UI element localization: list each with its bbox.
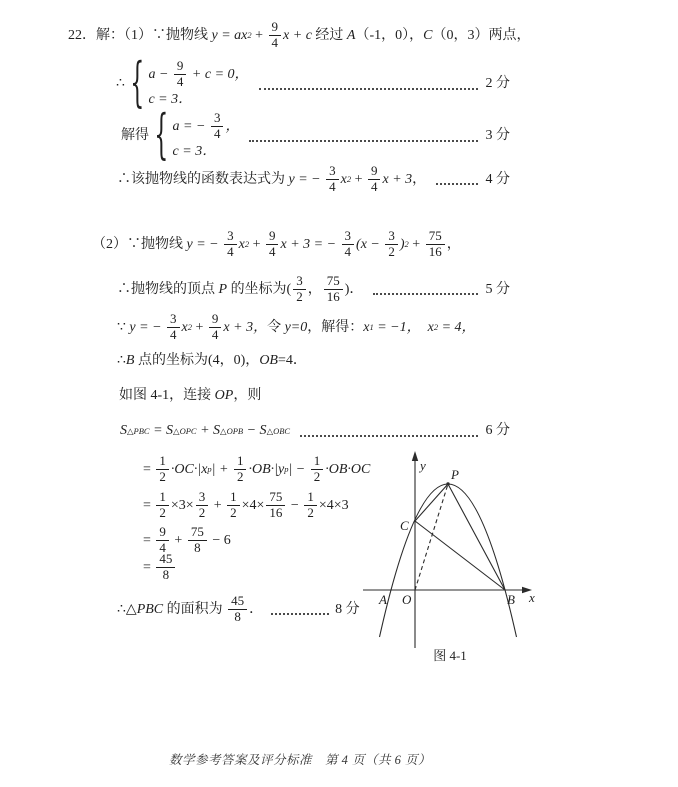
variable-x: x bbox=[181, 319, 188, 335]
numerator: 75 bbox=[324, 274, 343, 290]
text: ∴该抛物线的函数表达式为 bbox=[117, 171, 289, 187]
dotted-leader bbox=[271, 613, 329, 615]
numerator: 1 bbox=[304, 490, 317, 506]
score-2: 2 分 bbox=[485, 75, 510, 91]
line-vertex-form: （2）∵抛物线 y = − $\frac{3}{4}$ x 2 + $\frac{9}{4}$ x + 3 = − $\frac{3}{4}$ (x − $\frac{3}{2}$ ) 2 + $\frac{75}{16}$ ， bbox=[92, 228, 461, 259]
equation-text: ·OB·OC bbox=[325, 461, 371, 477]
point-b: B bbox=[125, 353, 135, 368]
part-2-label: （2）∵抛物线 bbox=[92, 236, 187, 252]
numerator: 9 bbox=[209, 312, 222, 328]
fraction-75-8 bbox=[188, 525, 207, 556]
line-area-sum: S △PBC = S △OPC + S △OPB − S △OBC 6 分 bbox=[120, 423, 510, 438]
operator: + bbox=[251, 27, 267, 43]
text: =4． bbox=[277, 353, 307, 368]
label-x-axis: x bbox=[529, 590, 535, 605]
operator: + bbox=[210, 497, 226, 513]
denominator: 4 bbox=[329, 178, 336, 194]
denominator: 2 bbox=[313, 468, 321, 484]
point-p-dot bbox=[446, 482, 449, 485]
point-c: C bbox=[423, 27, 433, 43]
equation-text: = −1， bbox=[373, 319, 428, 335]
equation-text: y = − bbox=[186, 236, 223, 252]
equation-text: y = ax bbox=[211, 27, 248, 43]
fraction-3-4 bbox=[224, 229, 237, 260]
denominator: 4 bbox=[344, 243, 352, 259]
denominator: 4 bbox=[176, 73, 184, 89]
therefore-triangle: ∴△ bbox=[117, 601, 137, 617]
denominator: 4 bbox=[211, 326, 219, 342]
denominator: 2 bbox=[296, 288, 303, 304]
segment-ob: OB bbox=[259, 353, 278, 368]
denominator: 2 bbox=[230, 504, 237, 520]
equation-text: (x − bbox=[356, 236, 384, 252]
denominator: 2 bbox=[159, 504, 166, 520]
numerator: 3 bbox=[385, 229, 398, 245]
text: （-1，0）， bbox=[355, 27, 424, 43]
numerator: 3 bbox=[196, 490, 209, 506]
operator: + bbox=[192, 319, 207, 335]
numerator: 9 bbox=[269, 20, 282, 36]
equation-text: y = − bbox=[129, 319, 166, 335]
left-brace: { bbox=[130, 52, 145, 115]
therefore-symbol: ∴ bbox=[117, 353, 126, 368]
segment-cp bbox=[415, 484, 448, 521]
line-point-b bbox=[117, 352, 307, 370]
punctuation: )． bbox=[344, 281, 364, 297]
dotted-leader bbox=[436, 183, 477, 185]
punctuation: ， bbox=[446, 236, 461, 252]
denominator: 2 bbox=[388, 243, 395, 259]
numerator: 1 bbox=[227, 490, 240, 506]
text: 的坐标为( bbox=[227, 281, 292, 297]
equation-text: ·OC·|x bbox=[170, 461, 208, 477]
fraction-3-4 bbox=[211, 111, 224, 142]
equation-text: x + c bbox=[283, 27, 316, 43]
fraction-3-2 bbox=[293, 274, 306, 305]
fraction-9-4 bbox=[368, 164, 381, 195]
y-axis-arrow bbox=[412, 451, 418, 461]
denominator: 2 bbox=[198, 504, 206, 520]
score-4: 4 分 bbox=[485, 171, 510, 187]
equation-text: a − bbox=[148, 66, 172, 82]
equation-text: x + 3 bbox=[382, 171, 413, 187]
equation-text: ) bbox=[399, 236, 405, 252]
fraction-1-2 bbox=[304, 490, 317, 521]
solve-label: 解得 bbox=[121, 127, 149, 143]
label-point-a: A bbox=[379, 592, 387, 607]
triangle-pbc: PBC bbox=[136, 601, 164, 617]
fraction-3-2 bbox=[385, 229, 398, 260]
equation-text: = 4， bbox=[438, 319, 476, 335]
text: 如图 4-1，连接 bbox=[119, 388, 215, 403]
variable-x: x bbox=[340, 171, 347, 187]
numerator: 45 bbox=[156, 552, 175, 568]
numerator: 75 bbox=[266, 490, 285, 506]
denominator: 4 bbox=[268, 243, 276, 259]
denominator: 8 bbox=[234, 608, 241, 624]
fraction-45-8 bbox=[228, 594, 247, 625]
denominator: 8 bbox=[162, 566, 170, 582]
fraction-3-4 bbox=[167, 312, 180, 343]
equals: = bbox=[143, 559, 155, 575]
equation-text: ， bbox=[225, 118, 240, 134]
numerator: 75 bbox=[426, 229, 445, 245]
dotted-leader bbox=[259, 88, 478, 90]
equation-text: y=0 bbox=[284, 319, 308, 335]
numerator: 3 bbox=[167, 312, 180, 328]
label-point-p: P bbox=[451, 467, 459, 482]
figure-4-1 bbox=[360, 440, 580, 652]
equation-text: − 6 bbox=[208, 532, 231, 548]
dotted-leader bbox=[373, 293, 477, 295]
equation-text: x + 3， bbox=[223, 319, 268, 335]
equation-text: + c = 0， bbox=[188, 66, 249, 82]
operator: ×4× bbox=[241, 497, 265, 513]
denominator: 2 bbox=[159, 468, 166, 484]
numerator: 75 bbox=[188, 525, 207, 541]
fraction-1-2 bbox=[156, 490, 169, 521]
line-roots: ∵ y = − $\frac{3}{4}$ x 2 + $\frac{9}{4}$ x + 3， 令 y=0 ，解得： x 1 = −1， x 2 = 4， bbox=[117, 311, 476, 342]
label-point-b: B bbox=[507, 592, 515, 607]
operator: − bbox=[287, 497, 303, 513]
denominator: 16 bbox=[428, 243, 442, 259]
line-problem-setup: 22．解：（1）∵抛物线 y = ax 2 + $\frac{9}{4}$ x + c 经过 A （-1，0）， C （0，3）两点， bbox=[68, 19, 531, 50]
page-footer: 数学参考答案及评分标准 第 4 页（共 6 页） bbox=[168, 753, 431, 767]
text: ，解得： bbox=[307, 319, 364, 335]
parabola-diagram bbox=[360, 440, 580, 652]
numerator: 1 bbox=[156, 454, 169, 470]
equation-text: y = − bbox=[288, 171, 325, 187]
punctuation: ． bbox=[249, 601, 264, 617]
label-point-c: C bbox=[400, 518, 409, 533]
punctuation: ， bbox=[307, 281, 322, 297]
equals: = bbox=[143, 497, 155, 513]
equals: = bbox=[143, 461, 155, 477]
point-a: A bbox=[346, 27, 356, 43]
equation-text: x + 3 = − bbox=[280, 236, 340, 252]
equals: = bbox=[143, 532, 155, 548]
denominator: 4 bbox=[370, 178, 378, 194]
denominator: 8 bbox=[194, 539, 201, 555]
numerator: 3 bbox=[211, 111, 224, 127]
left-brace: { bbox=[154, 104, 169, 167]
numerator: 45 bbox=[228, 594, 247, 610]
numerator: 9 bbox=[266, 229, 279, 245]
line-function-expression: ∴该抛物线的函数表达式为 y = − $\frac{3}{4}$ x 2 + $\frac{9}{4}$ x + 3 ， 4 分 bbox=[117, 163, 510, 194]
step-label: 22．解：（1）∵抛物线 bbox=[68, 27, 212, 43]
text: 的面积为 bbox=[163, 601, 227, 617]
variable-x2: x bbox=[427, 319, 434, 335]
score-3: 3 分 bbox=[485, 127, 510, 143]
fraction-75-16 bbox=[324, 274, 343, 305]
equation-text: − S bbox=[243, 423, 267, 438]
numerator: 1 bbox=[234, 454, 247, 470]
label-origin: O bbox=[402, 592, 412, 607]
dotted-leader bbox=[249, 140, 477, 142]
denominator: 4 bbox=[159, 539, 166, 555]
area-s: S bbox=[120, 423, 127, 438]
score-5: 5 分 bbox=[485, 281, 510, 297]
operator: + bbox=[408, 236, 424, 252]
line-substitution bbox=[143, 490, 349, 521]
dotted-leader bbox=[300, 435, 477, 437]
operator: + bbox=[170, 532, 186, 548]
text: 点的坐标为(4，0)， bbox=[134, 353, 260, 368]
variable-x1: x bbox=[363, 319, 370, 335]
fraction-9-4 bbox=[209, 312, 222, 343]
line-vertex-coordinates bbox=[117, 274, 510, 305]
denominator: 2 bbox=[307, 504, 314, 520]
score-8: 8 分 bbox=[335, 601, 360, 617]
fraction-3-4 bbox=[326, 164, 339, 195]
fraction-45-8 bbox=[156, 552, 175, 583]
numerator: 3 bbox=[326, 164, 339, 180]
numerator: 1 bbox=[156, 490, 169, 506]
line-system-equations bbox=[116, 52, 510, 115]
equation-cases bbox=[148, 59, 248, 108]
segment-op-dashed bbox=[415, 484, 448, 590]
line-connect-op bbox=[119, 387, 261, 405]
operator: ×4×3 bbox=[318, 497, 349, 513]
parabola-curve bbox=[380, 484, 517, 637]
fraction-75-16 bbox=[426, 229, 445, 260]
text: （0，3）两点， bbox=[432, 27, 531, 43]
denominator: 16 bbox=[326, 288, 340, 304]
variable-x: x bbox=[238, 236, 245, 252]
denominator: 2 bbox=[236, 468, 244, 484]
fraction-3-4 bbox=[342, 229, 355, 260]
label-y-axis: y bbox=[420, 458, 426, 473]
line-conclusion bbox=[117, 594, 360, 625]
equation-text: ·OB·|y bbox=[248, 461, 285, 477]
denominator: 16 bbox=[269, 504, 283, 520]
equation-cases bbox=[173, 111, 240, 160]
equation-text: a = − bbox=[172, 118, 209, 134]
equation-text: c = 3． bbox=[148, 91, 193, 107]
text: ∴抛物线的顶点 bbox=[117, 281, 219, 297]
text: ，则 bbox=[233, 388, 262, 403]
operator: ×3× bbox=[170, 497, 194, 513]
numerator: 3 bbox=[293, 274, 306, 290]
equation-text: c = 3． bbox=[172, 143, 217, 159]
operator: + bbox=[249, 236, 264, 252]
numerator: 1 bbox=[311, 454, 324, 470]
denominator: 4 bbox=[170, 326, 177, 342]
numerator: 9 bbox=[174, 59, 187, 75]
punctuation: ， bbox=[412, 171, 427, 187]
line-solved-system bbox=[121, 104, 510, 167]
point-p: P bbox=[218, 281, 228, 297]
operator: + bbox=[351, 171, 366, 187]
numerator: 9 bbox=[368, 164, 381, 180]
segment-pb bbox=[448, 484, 505, 590]
fraction-1-2 bbox=[234, 454, 247, 485]
because-symbol: ∵ bbox=[117, 319, 130, 335]
numerator: 9 bbox=[156, 525, 169, 541]
equation-text: = S bbox=[149, 423, 174, 438]
text: 令 bbox=[267, 319, 285, 335]
denominator: 4 bbox=[227, 243, 234, 259]
fraction-1-2 bbox=[156, 454, 169, 485]
fraction-1-2 bbox=[311, 454, 324, 485]
numerator: 3 bbox=[342, 229, 355, 245]
equation-text: | − bbox=[288, 461, 309, 477]
denominator: 4 bbox=[213, 125, 221, 141]
fraction-9-4 bbox=[174, 59, 187, 90]
denominator: 4 bbox=[271, 34, 279, 50]
segment-op: OP bbox=[214, 388, 234, 403]
equation-text: + S bbox=[196, 423, 221, 438]
text: 经过 bbox=[315, 27, 347, 43]
fraction-1-2 bbox=[227, 490, 240, 521]
fraction-9-4 bbox=[266, 229, 279, 260]
segment-cb bbox=[415, 521, 505, 590]
fraction-75-16 bbox=[266, 490, 285, 521]
equation-text: | + bbox=[211, 461, 232, 477]
therefore-symbol: ∴ bbox=[116, 75, 125, 91]
line-simplify-2 bbox=[143, 552, 177, 583]
score-6: 6 分 bbox=[485, 423, 510, 438]
fraction-3-2 bbox=[196, 490, 209, 521]
figure-caption: 图 4-1 bbox=[433, 648, 467, 663]
fraction-9-4 bbox=[269, 20, 282, 51]
line-area-formula: = $\frac{1}{2}$ ·OC·|x p | + $\frac{1}{2}$ ·OB·|y p | − $\frac{1}{2}$ ·OB·OC bbox=[143, 453, 371, 484]
numerator: 3 bbox=[224, 229, 237, 245]
